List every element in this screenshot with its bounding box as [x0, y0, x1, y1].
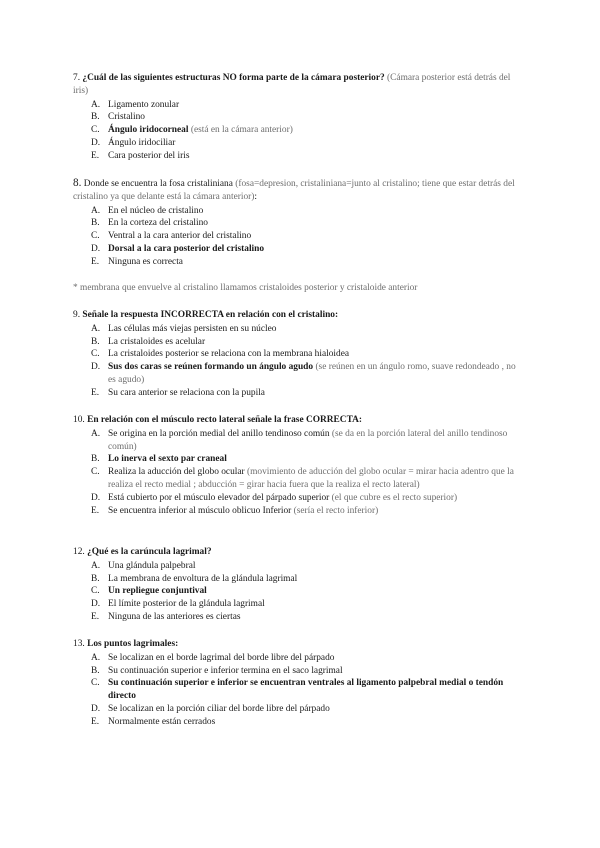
option-letter: A.	[91, 205, 101, 216]
option-a	[73, 560, 525, 573]
option-letter: E.	[91, 505, 100, 516]
option-text: Se localizan en el borde lagrimal del borde libre del párpado	[108, 652, 335, 663]
option-list	[73, 323, 525, 400]
option-e	[73, 611, 525, 624]
option-letter: D.	[91, 137, 101, 148]
option-letter: D.	[91, 362, 101, 373]
option-text: Está cubierto por el músculo elevador del párpado superior	[108, 492, 330, 503]
option-note: (se da en la porción lateral del anillo tendinoso común)	[108, 428, 508, 452]
option-text: Sus dos caras se reúnen formando un ángulo agudo	[108, 362, 314, 373]
option-text: En la corteza del cristalino	[108, 218, 208, 229]
question-header	[73, 638, 525, 651]
question-7	[73, 72, 525, 163]
option-d	[73, 137, 525, 150]
option-b	[73, 111, 525, 124]
option-c-correct	[73, 585, 525, 598]
option-letter: B.	[91, 112, 100, 123]
option-text: Ligamento zonular	[108, 99, 180, 110]
option-text: Cristalino	[108, 112, 145, 123]
question-number: 12.	[73, 547, 85, 557]
option-text: Se origina en la porción medial del anillo tendinoso común	[108, 428, 330, 439]
option-letter: C.	[91, 349, 100, 360]
option-letter: C.	[91, 125, 100, 136]
option-letter: A.	[91, 560, 101, 571]
option-text: Ninguna de las anteriores es ciertas	[108, 611, 241, 622]
option-letter: B.	[91, 218, 100, 229]
option-b	[73, 573, 525, 586]
option-c-correct	[73, 124, 525, 137]
question-stem: En relación con el músculo recto lateral señale la frase CORRECTA:	[87, 415, 363, 425]
option-a	[73, 428, 525, 454]
question-number: 9.	[73, 310, 81, 320]
option-letter: B.	[91, 336, 100, 347]
option-text: La cristaloides es acelular	[108, 336, 206, 347]
option-d-correct	[73, 243, 525, 256]
option-b	[73, 217, 525, 230]
option-letter: C.	[91, 231, 100, 242]
option-list	[73, 652, 525, 729]
option-e	[73, 150, 525, 163]
option-note: (se reúnen en un ángulo romo, suave redondeado , no es agudo)	[108, 362, 516, 385]
footnote: * membrana que envuelve al cristalino llamamos cristaloides posterior y cristaloide anterior	[73, 283, 418, 293]
option-letter: A.	[91, 323, 101, 334]
option-a	[73, 652, 525, 665]
option-letter: A.	[91, 99, 101, 110]
option-text: Ángulo iridocorneal	[108, 125, 189, 136]
option-letter: E.	[91, 387, 100, 398]
option-letter: B.	[91, 573, 100, 584]
option-d-correct	[73, 361, 525, 387]
option-letter: B.	[91, 665, 100, 676]
question-note: (fosa=depresion, cristaliniana=junto al cristalino; tiene que estar detrás del cristalino ya que delante está la cámara anterior)	[73, 179, 515, 202]
option-note: (sería el recto inferior)	[293, 505, 379, 516]
question-stem: Los puntos lagrimales:	[87, 639, 179, 649]
option-b	[73, 665, 525, 678]
question-stem: ¿Cuál de las siguientes estructuras NO forma parte de la cámara posterior?	[82, 73, 385, 83]
option-letter: C.	[91, 586, 100, 597]
option-letter: D.	[91, 243, 101, 254]
option-e	[73, 387, 525, 400]
option-letter: C.	[91, 467, 100, 478]
option-d	[73, 598, 525, 611]
option-a	[73, 99, 525, 112]
option-letter: E.	[91, 716, 100, 727]
option-a	[73, 323, 525, 336]
option-text: Ángulo iridociliar	[108, 137, 176, 148]
question-note: (Cámara posterior está detrás del iris)	[73, 73, 511, 96]
option-letter: A.	[91, 428, 101, 439]
option-c-correct	[73, 677, 525, 703]
question-13	[73, 638, 525, 729]
question-12	[73, 546, 525, 624]
option-b	[73, 336, 525, 349]
option-e	[73, 505, 525, 518]
option-text: Ventral a la cara anterior del cristalino	[108, 231, 252, 242]
question-8	[73, 177, 525, 269]
question-header	[73, 72, 525, 98]
question-header	[73, 414, 525, 427]
option-text: Un repliegue conjuntival	[108, 586, 207, 597]
option-text: Se encuentra inferior al músculo oblicuo Inferior	[108, 505, 292, 516]
option-letter: C.	[91, 678, 100, 689]
question-10	[73, 414, 525, 517]
question-stem: Señale la respuesta INCORRECTA en relación con el cristalino:	[82, 310, 339, 320]
option-d	[73, 703, 525, 716]
option-text: La membrana de envoltura de la glándula lagrimal	[108, 573, 298, 584]
option-c	[73, 466, 525, 492]
option-list	[73, 428, 525, 518]
option-letter: B.	[91, 454, 100, 465]
option-text: Cara posterior del iris	[108, 150, 190, 161]
question-9	[73, 309, 525, 400]
option-letter: A.	[91, 652, 101, 663]
question-header	[73, 546, 525, 559]
option-c	[73, 230, 525, 243]
option-text: Lo inerva el sexto par craneal	[108, 454, 227, 465]
option-b-correct	[73, 453, 525, 466]
question-number: 8.	[73, 177, 82, 189]
option-text: Su continuación superior e inferior se encuentran ventrales al ligamento palpebral medial o tendón directo	[108, 678, 504, 702]
option-letter: E.	[91, 150, 100, 161]
option-text: Normalmente están cerrados	[108, 716, 216, 727]
option-text: Su continuación superior e inferior termina en el saco lagrimal	[108, 665, 343, 676]
option-note: (movimiento de aducción del globo ocular = mirar hacia adentro que la realiza el recto medial ; abducción = girar hacia fuera que la realiza el recto lateral)	[108, 467, 514, 490]
option-c	[73, 348, 525, 361]
question-stem: Donde se encuentra la fosa cristaliniana	[83, 179, 233, 189]
question-stem: ¿Qué es la carúncula lagrimal?	[87, 547, 212, 557]
option-text: En el núcleo de cristalino	[108, 205, 204, 216]
option-text: Las células más viejas persisten en su núcleo	[108, 323, 277, 334]
option-d	[73, 492, 525, 505]
option-e	[73, 716, 525, 729]
option-note: (está en la cámara anterior)	[190, 125, 293, 136]
option-text: El límite posterior de la glándula lagrimal	[108, 599, 265, 610]
option-list	[73, 205, 525, 269]
option-a	[73, 205, 525, 218]
option-note: (el que cubre es el recto superior)	[331, 492, 458, 503]
option-text: Una glándula palpebral	[108, 560, 196, 571]
option-letter: D.	[91, 492, 101, 503]
question-header	[73, 177, 525, 204]
option-text: Se localizan en la porción ciliar del borde libre del párpado	[108, 703, 330, 714]
question-number: 13.	[73, 639, 85, 649]
option-e	[73, 256, 525, 269]
question-colon: :	[254, 191, 258, 202]
option-letter: D.	[91, 703, 101, 714]
option-text: La cristaloides posterior se relaciona con la membrana hialoidea	[108, 349, 350, 360]
option-letter: D.	[91, 599, 101, 610]
option-text: Ninguna es correcta	[108, 256, 183, 267]
option-text: Dorsal a la cara posterior del cristalino	[108, 243, 265, 254]
option-text: Realiza la aducción del globo ocular	[108, 467, 245, 478]
option-list	[73, 560, 525, 624]
option-text: Su cara anterior se relaciona con la pupila	[108, 387, 265, 398]
option-list	[73, 99, 525, 163]
question-number: 7.	[73, 73, 81, 83]
option-letter: E.	[91, 256, 100, 267]
question-number: 10.	[73, 415, 85, 425]
option-letter: E.	[91, 611, 100, 622]
question-header	[73, 309, 525, 322]
